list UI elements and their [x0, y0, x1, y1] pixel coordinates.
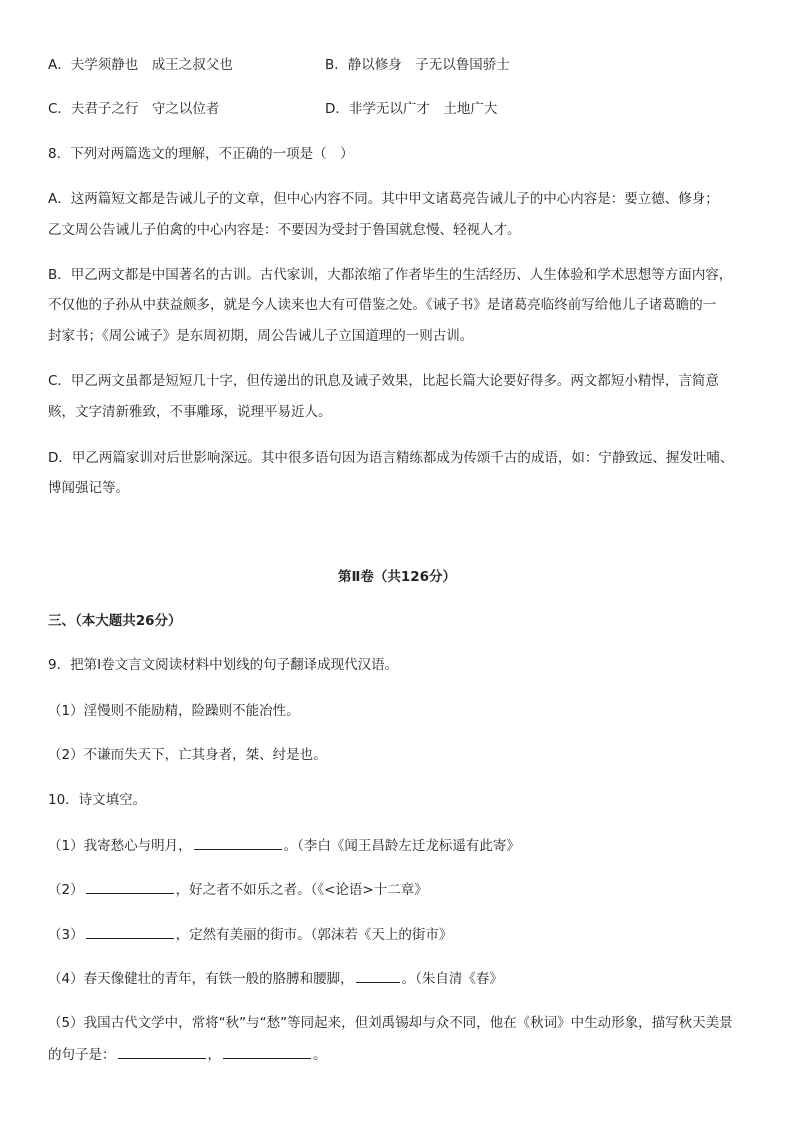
q10-item-5-prefix: 的句子是：: [48, 1047, 116, 1063]
q7-option-d: D．非学无以广才 土地广大: [325, 101, 498, 117]
q10-item-3-blank: [86, 925, 174, 939]
q8-stem: 8．下列对两篇选文的理解，不正确的一项是（ ）: [48, 146, 354, 162]
part-2-title: 第Ⅱ卷（共126分）: [337, 569, 457, 585]
q10-stem: 10．诗文填空。: [48, 792, 147, 808]
q8-option-d-line1: D．甲乙两篇家训对后世影响深远。其中很多语句因为语言精练都成为传颂千古的成语，如：宁静致远、握发吐哺、: [48, 450, 734, 466]
q10-item-5-line1: （5）我国古代文学中，常将“秋”与“愁”等同起来，但刘禹锡却与众不同，他在《秋词》中生动形象，描写秋天美景: [48, 1015, 733, 1031]
q10-item-2: [48, 880, 428, 899]
q10-item-3-suffix: ，定然有美丽的街市。（郭沫若《天上的街市》: [175, 927, 453, 943]
q8-option-d-line2: 博闻强记等。: [48, 480, 129, 496]
q10-item-2-prefix: （2）: [48, 882, 84, 898]
q10-item-1-blank: [194, 836, 282, 850]
q8-option-c-line1: C．甲乙两文虽都是短短几十字，但传递出的讯息及诫子效果，比起长篇大论要好得多。两文都短小精悍，言简意: [48, 373, 719, 389]
q10-item-5-suffix: 。: [313, 1047, 327, 1063]
q10-item-5-separator: ，: [207, 1047, 221, 1063]
section-3-heading: 三、（本大题共26分）: [48, 613, 182, 629]
q10-item-4-blank: [356, 969, 400, 983]
q10-item-3-prefix: （3）: [48, 927, 84, 943]
q10-item-2-suffix: ，好之者不如乐之者。（《<论语>十二章》: [175, 882, 428, 898]
q10-item-5-line2: [48, 1045, 327, 1064]
q10-item-2-blank: [86, 880, 174, 894]
q8-option-b-line2: 不仅他的子孙从中获益颇多，就是今人读来也大有可借鉴之处。《诫子书》是诸葛亮临终前写给他儿子诸葛瞻的一: [48, 297, 717, 313]
q10-item-1-suffix: 。（李白《闻王昌龄左迁龙标遥有此寄》: [283, 838, 520, 854]
q8-option-b-line1: B．甲乙两文都是中国著名的古训。古代家训，大都浓缩了作者毕生的生活经历、人生体验和学术思想等方面内容，: [48, 267, 733, 283]
q9-sentence-1: （1）淫慢则不能励精，险躁则不能冶性。: [48, 703, 300, 719]
q7-option-a: A．夫学须静也 成王之叔父也: [48, 57, 233, 73]
q8-option-b-line3: 封家书；《周公诫子》是东周初期，周公告诫儿子立国道理的一则古训。: [48, 328, 474, 344]
q7-option-c: C．夫君子之行 守之以位者: [48, 101, 220, 117]
q10-item-4: [48, 969, 503, 988]
q8-option-a-line1: A．这两篇短文都是告诫儿子的文章，但中心内容不同。其中甲文诸葛亮告诫儿子的中心内容是：要立德、修身；: [48, 191, 719, 207]
q10-item-4-suffix: 。（朱自清《春》: [401, 971, 503, 987]
q10-item-1: [48, 836, 520, 855]
q10-item-3: [48, 925, 452, 944]
q8-option-a-line2: 乙文周公告诫儿子伯禽的中心内容是：不要因为受封于鲁国就怠慢、轻视人才。: [48, 222, 521, 238]
q10-item-4-prefix: （4）春天像健壮的青年，有铁一般的胳膊和腰脚，: [48, 971, 354, 987]
q9-stem: 9．把第Ⅰ卷文言文阅读材料中划线的句子翻译成现代汉语。: [48, 657, 399, 673]
q8-option-c-line2: 赅，文字清新雅致，不事雕琢，说理平易近人。: [48, 404, 332, 420]
q7-option-b: B．静以修身 子无以鲁国骄士: [325, 57, 510, 73]
q9-sentence-2: （2）不谦而失天下，亡其身者，桀、纣是也。: [48, 747, 327, 763]
q10-item-1-prefix: （1）我寄愁心与明月，: [48, 838, 192, 854]
q10-item-5-blank-2: [223, 1045, 311, 1059]
q10-item-5-blank-1: [118, 1045, 206, 1059]
